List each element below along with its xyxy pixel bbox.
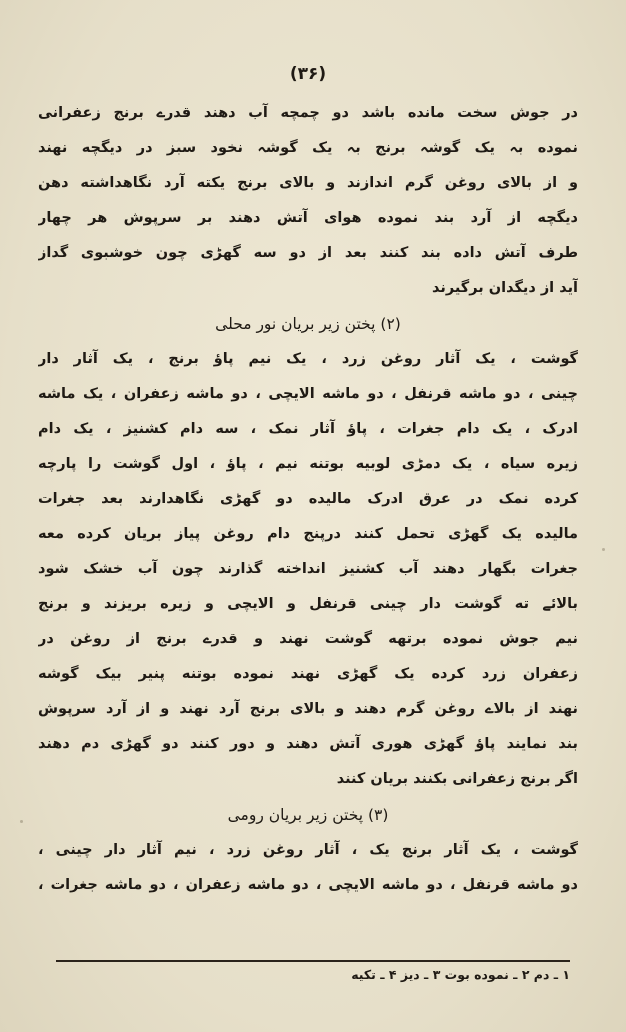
text-line: زیره سیاه ، یک دمڑی لوبیه بوتنه نیم ، پاؤ ، اول گوشت را پارچه <box>38 456 578 472</box>
text-line: نهند از بالاے روغن گرم دهند و بالای برنج آرد نهند و از آرد سرپوش <box>38 701 578 717</box>
text-line: نیم جوش نموده برتهه گوشت نهند و قدرے برنج از روغن در <box>38 631 578 647</box>
text-line: و از بالای روغن گرم اندازند و بالای برنج یکته آرد نگاهداشته دهن <box>38 175 578 191</box>
section-heading-3: (۳) پختن زیر بریان رومی <box>227 806 389 824</box>
paper-speck <box>20 820 23 823</box>
text-line: بند نمایند پاؤ گهڑی هوری آتش دهند و دور کنند دو گهڑی دم دهند <box>38 736 578 752</box>
text-line: در جوش سخت مانده باشد دو چمچه آب دهند قدرے برنج زعفرانی <box>38 105 578 121</box>
text-line: مالیده یک گهڑی تحمل کنند درپنج دام روغن پیاز بریان کرده معه <box>38 526 578 542</box>
section-heading-2: (۲) پختن زیر بریان نور محلی <box>215 315 401 333</box>
text-line: اگر برنج زعفرانی بکنند بریان کنند <box>336 771 578 787</box>
text-line: جغرات بگهار دهند آب کشنیز انداخته گذارند چون آب خشک شود <box>38 561 578 577</box>
page-text <box>38 60 578 903</box>
text-line: دو ماشه قرنفل ، دو ماشه الایچی ، دو ماشه زعفران ، دو ماشه جغرات ، <box>38 877 578 893</box>
text-line: دیگچه از آرد بند نموده هوای آتش دهند بر سرپوش هر چهار <box>38 210 578 226</box>
footnotes: ۱ ـ دم ۲ ـ نموده بوت ۳ ـ دیز ۴ ـ تکیه <box>351 967 570 982</box>
text-line: ادرک ، یک دام جغرات ، پاؤ آثار نمک ، سه دام کشنیز ، یک دام <box>38 421 578 437</box>
paragraph-2 <box>38 342 578 797</box>
text-line: نموده بہ یک گوشہ برنج بہ یک گوشہ نخود سبز در دیگچه نهند <box>38 140 578 156</box>
text-line: گوشت ، یک آثار روغن زرد ، یک نیم پاؤ برنج ، یک آثار دار <box>38 351 578 367</box>
text-line: کرده نمک در عرق ادرک مالیده دو گهڑی نگاهدارند بعد جغرات <box>38 491 578 507</box>
text-line: بالائے ته گوشت دار چینی قرنفل و الایچی و زیره بریزند و برنج <box>38 596 578 612</box>
text-line: طرف آتش داده بند کنند بعد از دو سه گهڑی چون خوشبوی گداز <box>38 245 578 261</box>
page-number: (۳۶) <box>289 64 327 84</box>
paper-speck <box>602 548 605 551</box>
paragraph-3 <box>38 833 578 903</box>
text-line: آید از دیگدان برگیرند <box>432 280 578 296</box>
paragraph-1 <box>38 96 578 306</box>
text-line: گوشت ، یک آثار برنج یک ، آثار روغن زرد ، نیم آثار دار چینی ، <box>38 842 578 858</box>
text-line: چینی ، دو ماشه قرنفل ، دو ماشه الایچی ، دو ماشه زعفران ، یک ماشه <box>38 386 578 402</box>
text-line: زعفران زرد کرده یک گهڑی نهند نموده بوتنه پنیر بیک گوشه <box>38 666 578 682</box>
